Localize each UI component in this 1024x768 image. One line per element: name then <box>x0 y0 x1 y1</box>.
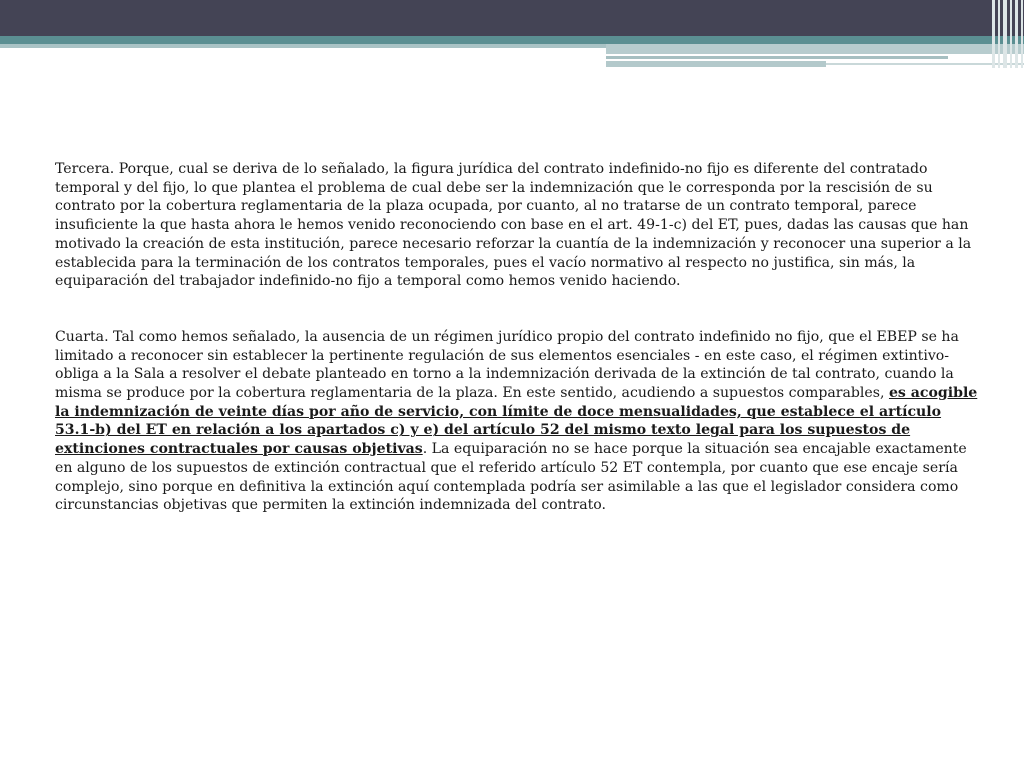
header-band-teal <box>0 36 1024 44</box>
header-stripe <box>606 61 826 67</box>
slide-body <box>55 160 981 515</box>
paragraph-cuarta <box>55 328 981 515</box>
header-band-dark <box>0 0 1024 36</box>
header-band-light <box>0 44 606 48</box>
cuarta-text-after: . La equiparación no se hace porque la situación sea encajable exactamente en alguno de los supuestos de extinción contractual que el referido artículo 52 ET contempla, por cuanto que ese encaje sería complejo, sino porque en definitiva la extinción aquí contemplada podría ser asimilable a las que el legislador considera como circunstancias objetivas que permiten la extinción indemnizada del contrato. <box>55 441 967 514</box>
paragraph-tercera: Tercera. Porque, cual se deriva de lo señalado, la figura jurídica del contrato indefinido-no fijo es diferente del contratado temporal y del fijo, lo que plantea el problema de cual debe ser la indemnización que le corresponda por la rescisión de su contrato por la cobertura reglamentaria de la plaza ocupada, por cuanto, al no tratarse de un contrato temporal, parece insuficiente la que hasta ahora le hemos venido reconociendo con base en el art. 49-1-c) del ET, pues, dadas las causas que han motivado la creación de esta institución, parece necesario reforzar la cuantía de la indemnización y reconocer una superior a la establecida para la terminación de los contratos temporales, pues el vacío normativo al respecto no justifica, sin más, la equiparación del trabajador indefinido-no fijo a temporal como hemos venido haciendo. <box>55 161 972 290</box>
header-vertical-bars <box>990 0 1024 68</box>
header-stripe <box>606 56 948 59</box>
cuarta-emphasized-text: es acogible la indemnización de veinte días por año de servicio, con límite de doce mensualidades, que establece el artículo 53.1-b) del ET en relación a los apartados c) y e) del artículo 52 del mismo texto legal para los supuestos de extinciones contractuales por causas objetivas <box>55 385 978 458</box>
cuarta-text-before: Cuarta. Tal como hemos señalado, la ausencia de un régimen jurídico propio del contrato indefinido no fijo, que el EBEP se ha limitado a reconocer sin establecer la pertinente regulación de sus elementos esenciales - en este caso, el régimen extintivo- obliga a la Sala a resolver el debate planteado en torno a la indemnización derivada de la extinción de tal contrato, cuando la misma se produce por la cobertura reglamentaria de la plaza. En este sentido, acudiendo a supuestos comparables, <box>55 328 959 402</box>
header-stripe <box>606 44 1024 54</box>
